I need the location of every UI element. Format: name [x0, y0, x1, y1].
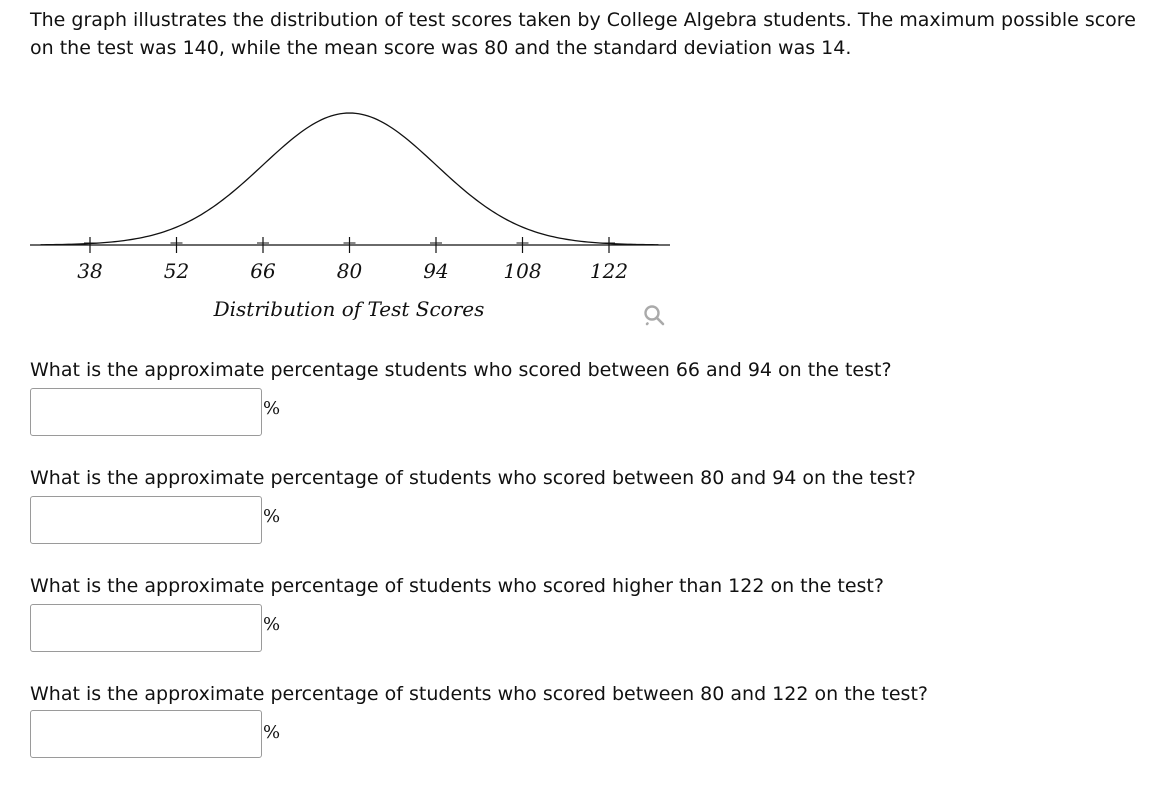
x-tick-label: 80	[336, 259, 363, 283]
distribution-curve	[41, 113, 659, 245]
answer-input-1[interactable]	[30, 388, 262, 436]
x-tick-label: 108	[503, 259, 542, 283]
x-tick-label: 52	[163, 259, 190, 283]
answer-input-2[interactable]	[30, 496, 262, 544]
magnifier-icon[interactable]	[642, 303, 666, 327]
x-axis-title: Distribution of Test Scores	[213, 297, 485, 321]
normal-distribution-chart	[0, 0, 700, 340]
percent-unit-4: %	[263, 722, 281, 743]
problem-intro: The graph illustrates the distribution of test scores taken by College Algebra students. The maximum possible score on the test was 140, while the mean score was 80 and the standard deviation was 14.	[30, 9, 1136, 59]
answer-input-3[interactable]	[30, 604, 262, 652]
percent-unit-2: %	[263, 506, 281, 527]
x-tick-label: 94	[423, 259, 449, 283]
question-3: What is the approximate percentage of students who scored higher than 122 on the test?	[30, 575, 884, 597]
answer-input-4[interactable]	[30, 710, 262, 758]
percent-unit-1: %	[263, 398, 281, 419]
question-4: What is the approximate percentage of students who scored between 80 and 122 on the test?	[30, 683, 928, 705]
x-tick-label: 66	[250, 259, 276, 283]
x-tick-label: 38	[77, 259, 103, 283]
question-2: What is the approximate percentage of students who scored between 80 and 94 on the test?	[30, 467, 916, 489]
x-tick-label: 122	[589, 259, 629, 283]
question-1: What is the approximate percentage students who scored between 66 and 94 on the test?	[30, 359, 892, 381]
percent-unit-3: %	[263, 614, 281, 635]
